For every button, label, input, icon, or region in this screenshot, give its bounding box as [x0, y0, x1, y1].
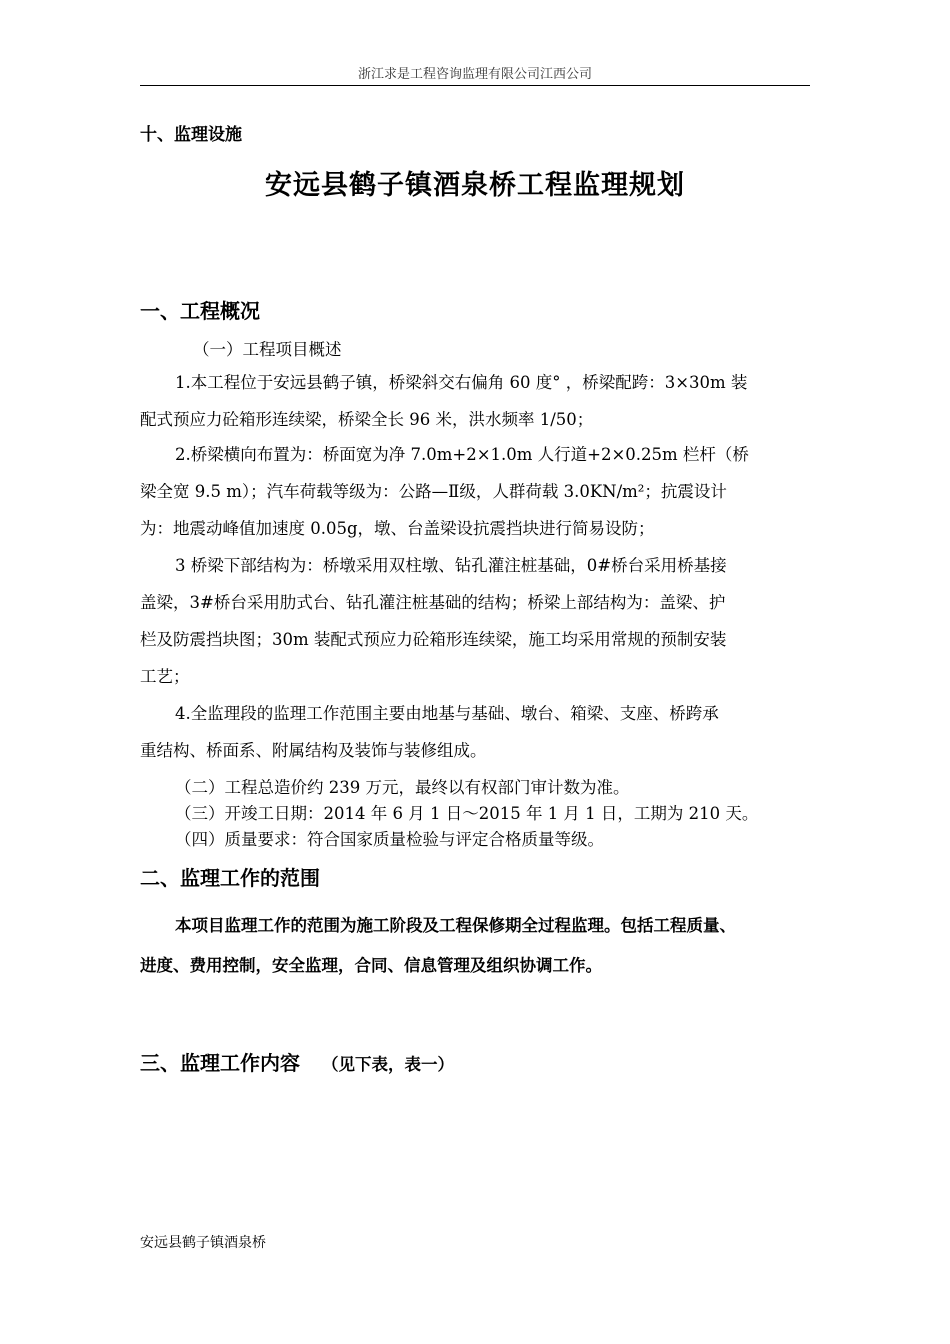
section1-heading: 一、工程概况: [140, 299, 260, 323]
scope-line2: 进度、费用控制，安全监理，合同、信息管理及组织协调工作。: [140, 956, 602, 975]
section2-heading: 二、监理工作的范围: [140, 866, 320, 890]
subsection-overview: （一）工程项目概述: [193, 340, 342, 359]
page-header: 浙江求是工程咨询监理有限公司江西公司: [357, 67, 592, 82]
document-title: 安远县鹤子镇酒泉桥工程监理规划: [265, 170, 685, 201]
subsection-schedule: （三）开竣工日期：2014 年 6 月 1 日～2015 年 1 月 1 日，工期为 210 天。: [175, 804, 759, 823]
overview-item-3: [140, 547, 810, 695]
item2-line2: 梁全宽 9.5 m）；汽车荷载等级为：公路—Ⅱ级，人群荷载 3.0KN/m²；抗震设计: [140, 482, 727, 501]
subsection-quality: （四）质量要求：符合国家质量检验与评定合格质量等级。: [175, 830, 604, 849]
scope-line1: 本项目监理工作的范围为施工阶段及工程保修期全过程监理。包括工程质量、: [175, 916, 736, 935]
item3-line4: 工艺；: [140, 667, 190, 686]
item3-line1: 3 桥梁下部结构为：桥墩采用双柱墩、钻孔灌注桩基础，0#桥台采用桥基接: [175, 556, 727, 575]
subsection-cost: （二）工程总造价约 239 万元，最终以有权部门审计数为准。: [175, 778, 630, 797]
item1-line1: 1.本工程位于安远县鹤子镇，桥梁斜交右偏角 60 度° ，桥梁配跨：3×30m 装: [175, 373, 748, 392]
section10-heading: 十、监理设施: [140, 125, 242, 145]
item3-line3: 栏及防震挡块图；30m 装配式预应力砼箱形连续梁，施工均采用常规的预制安装: [140, 630, 727, 649]
section3-note: （见下表，表一）: [322, 1055, 454, 1074]
item2-line3: 为：地震动峰值加速度 0.05g，墩、台盖梁设抗震挡块进行简易设防；: [140, 519, 655, 538]
section3-heading: [140, 1047, 454, 1076]
overview-item-2: [140, 436, 810, 547]
section3-title: 三、监理工作内容: [140, 1051, 300, 1075]
item3-line2: 盖梁，3#桥台采用肋式台、钻孔灌注桩基础的结构；桥梁上部结构为：盖梁、护: [140, 593, 726, 612]
page-footer: 安远县鹤子镇酒泉桥: [140, 1235, 266, 1251]
overview-item-1: [140, 364, 810, 438]
overview-item-4: [140, 695, 810, 769]
header-rule: [140, 85, 810, 86]
item1-line2: 配式预应力砼箱形连续梁，桥梁全长 96 米，洪水频率 1/50；: [140, 410, 594, 429]
item4-line2: 重结构、桥面系、附属结构及装饰与装修组成。: [140, 741, 487, 760]
item2-line1: 2.桥梁横向布置为：桥面宽为净 7.0m+2×1.0m 人行道+2×0.25m 栏杆（桥: [175, 445, 749, 464]
scope-paragraph: [140, 906, 820, 986]
item4-line1: 4.全监理段的监理工作范围主要由地基与基础、墩台、箱梁、支座、桥跨承: [175, 704, 719, 723]
